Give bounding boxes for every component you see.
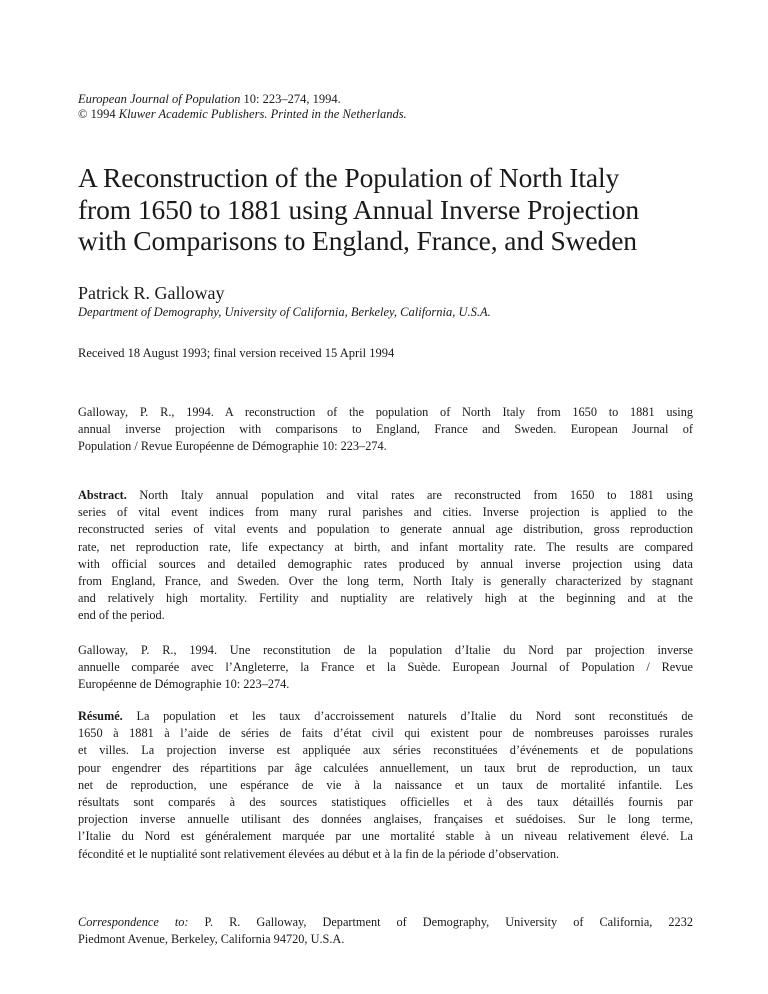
resume-line: net de reproduction, une espérance de vie à la naissance et un taux de mortalité infantile. Les — [78, 777, 693, 792]
abstract-label: Abstract. — [78, 488, 127, 502]
abstract-line: end of the period. — [78, 608, 165, 623]
resume-line: résultats sont comparés à des sources statistiques officielles et à des taux détaillés fournis par — [78, 795, 693, 810]
article-title — [78, 162, 728, 257]
english-citation — [78, 404, 693, 456]
french-citation-line: Galloway, P. R., 1994. Une reconstitution de la population d’Italie du Nord par projection inverse — [78, 643, 693, 657]
abstract-line: series of vital event indices from many rural parishes and cities. Inverse projection is applied to the — [78, 505, 693, 520]
received-dates: Received 18 August 1993; final version received 15 April 1994 — [78, 346, 395, 360]
abstract-first-line — [78, 487, 693, 504]
resume-line: l’Italie du Nord est généralement marquée par une mortalité stable à un niveau relativement élevé. La — [78, 829, 693, 844]
copyright-year: © 1994 — [78, 107, 119, 121]
resume-line: fécondité et le nuptialité sont relativement élevées au début et à la fin de la période d’observation. — [78, 846, 560, 861]
abstract-line: with official sources and detailed demographic rates produced by annual inverse projection using data — [78, 556, 693, 571]
title-line-3: with Comparisons to England, France, and Sweden — [78, 225, 637, 256]
resume-line: 1650 à 1881 à l’aide de séries de faits d’état civil qui existent pour de nombreuses paroisses rurales — [78, 726, 693, 741]
french-citation-line: Européenne de Démographie 10: 223–274. — [78, 677, 290, 692]
journal-header — [78, 92, 698, 122]
abstract-line: reconstructed series of vital events and population to generate annual age distribution, gross reproduction — [78, 522, 693, 537]
author-name: Patrick R. Galloway — [78, 283, 225, 303]
resume-line: projection inverse annuelle utilisant des données anglaises, françaises et suédoises. Sur le long terme, — [78, 812, 693, 827]
english-citation-line: Population / Revue Européenne de Démographie 10: 223–274. — [78, 439, 387, 454]
correspondence-address: P. R. Galloway, Department of Demography, University of California, 2232 — [188, 915, 693, 929]
resume-label: Résumé. — [78, 709, 123, 723]
author-affiliation: Department of Demography, University of California, Berkeley, California, U.S.A. — [78, 305, 491, 319]
correspondence-first-line — [78, 914, 693, 931]
abstract-line: from England, France, and Sweden. Over the long term, North Italy is generally characterized by stagnant — [78, 574, 693, 589]
title-line-2: from 1650 to 1881 using Annual Inverse Projection — [78, 193, 640, 225]
resume — [78, 708, 693, 863]
copyright-line — [78, 107, 698, 122]
abstract-line: rate, net reproduction rate, life expectancy at birth, and infant mortality rate. The results are compared — [78, 539, 693, 554]
resume-line: pour engendrer des répartitions par âge calculées annuellement, un taux brut de reproduction, un taux — [78, 760, 693, 775]
french-citation-line: annuelle comparée avec l’Angleterre, la France et la Suède. European Journal of Population / Revue — [78, 660, 693, 675]
journal-name: European Journal of Population — [78, 92, 241, 106]
journal-citation-line — [78, 92, 698, 107]
abstract-line: and relatively high mortality. Fertility and nuptiality are relatively high at the beginning and at the — [78, 591, 693, 606]
correspondence-address-line: Piedmont Avenue, Berkeley, California 94720, U.S.A. — [78, 932, 345, 947]
resume-first-line-text: La population et les taux d’accroissement naturels d’Italie du Nord sont reconstitués de — [122, 709, 693, 723]
correspondence — [78, 914, 693, 948]
abstract-first-line-text: North Italy annual population and vital rates are reconstructed from 1650 to 1881 using — [126, 488, 693, 502]
english-citation-line: annual inverse projection with comparisons to England, France and Sweden. European Journal of — [78, 422, 693, 437]
correspondence-label: Correspondence to: — [78, 915, 189, 929]
resume-line: et villes. La projection inverse est appliquée aux séries reconstituées d’événements et de populations — [78, 743, 693, 758]
resume-first-line — [78, 708, 693, 725]
title-line-1: A Reconstruction of the Population of North Italy — [78, 162, 620, 193]
publisher-note: Kluwer Academic Publishers. Printed in the Netherlands. — [118, 107, 407, 121]
journal-volume-pages: 10: 223–274, 1994. — [240, 92, 341, 106]
abstract — [78, 487, 693, 625]
french-citation — [78, 642, 693, 694]
english-citation-line: Galloway, P. R., 1994. A reconstruction of the population of North Italy from 1650 to 1881 using — [78, 405, 693, 419]
